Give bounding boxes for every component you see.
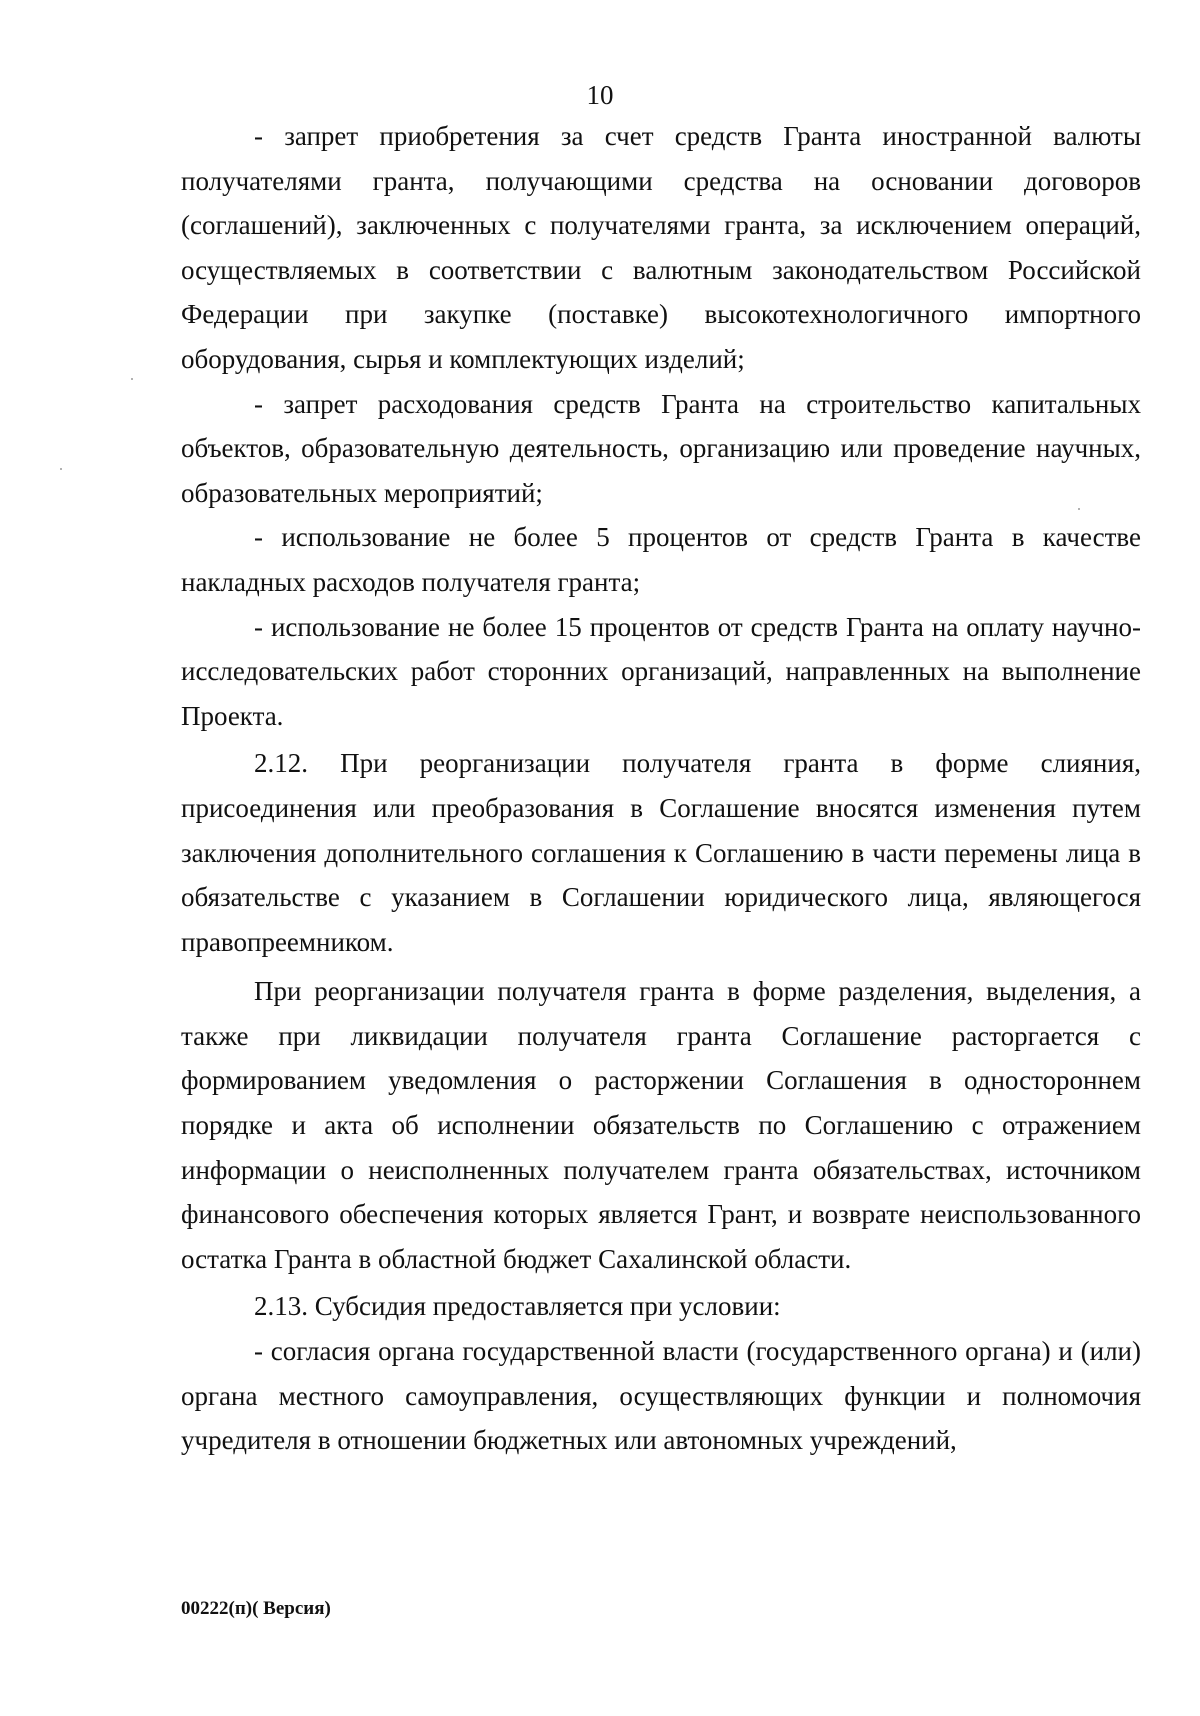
paragraph-founder-consent: - согласия органа государственной власти (государственного органа) и (или) органа местного самоуправления, осуществляющих функции и полномочия учредителя в отношении бюджетных или автономных учреждений, (181, 1336, 1141, 1456)
scan-speck (131, 378, 133, 380)
paragraph-2-12-reorganization: 2.12. При реорганизации получателя гранта в форме слияния, присоединения или преобразования в Соглашение вносятся изменения путем заключения дополнительного соглашения к Соглашению в части перемены лица в обязательстве с указанием в Соглашении юридического лица, являющегося правопреемником. (181, 748, 1141, 957)
scan-speck (1078, 508, 1080, 510)
body-text (181, 114, 1141, 1463)
footer-document-code: 00222(п)( Версия) (181, 1598, 331, 1619)
paragraph-overhead-limit: - использование не более 5 процентов от средств Гранта в качестве накладных расходов получателя гранта; (181, 522, 1141, 597)
paragraph-2-13-heading: 2.13. Субсидия предоставляется при условии: (254, 1291, 781, 1322)
paragraph-currency-ban: - запрет приобретения за счет средств Гранта иностранной валюты получателями гранта, получающими средства на основании договоров (соглашений), заключенных с получателями гранта, за исключением операций, осуществляемых в соответствии с валютным законодательством Российской Федерации при закупке (поставке) высокотехнологичного импортного оборудования, сырья и комплектующих изделий; (181, 121, 1141, 374)
paragraph-reorganization-termination: При реорганизации получателя гранта в форме разделения, выделения, а также при ликвидации получателя гранта Соглашение расторгается с формированием уведомления о расторжении Соглашения в одностороннем порядке и акта об исполнении обязательств по Соглашению с отражением информации о неисполненных получателем гранта обязательствах, источником финансового обеспечения которых является Грант, и возврате неиспользованного остатка Гранта в областной бюджет Сахалинской области. (181, 976, 1141, 1274)
paragraph-research-limit: - использование не более 15 процентов от средств Гранта на оплату научно-исследовательских работ сторонних организаций, направленных на выполнение Проекта. (181, 611, 1141, 731)
paragraph-construction-ban: - запрет расходования средств Гранта на строительство капитальных объектов, образовательную деятельность, организацию или проведение научных, образовательных мероприятий; (181, 388, 1141, 508)
page-number: 10 (586, 80, 614, 110)
scan-speck (60, 468, 62, 470)
